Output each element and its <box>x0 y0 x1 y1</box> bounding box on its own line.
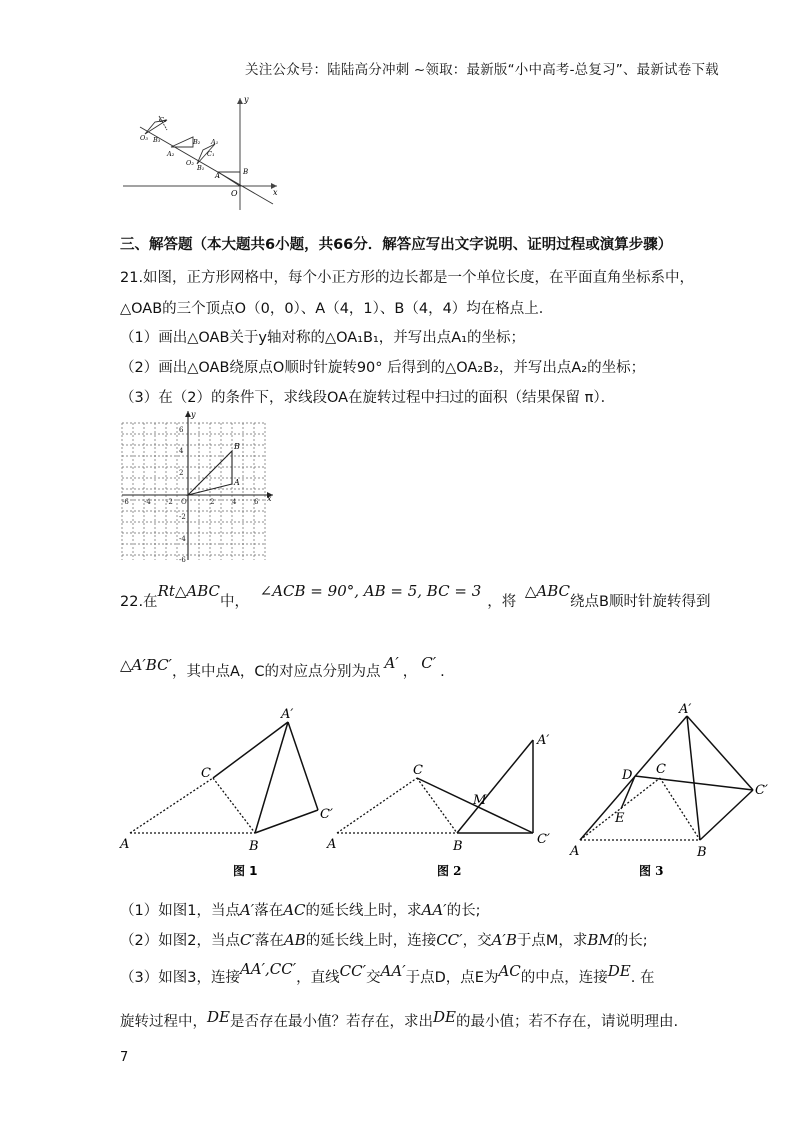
figure-1 <box>119 707 333 878</box>
o3-label: O₃ <box>140 134 148 142</box>
grid-x-tick-label: -4 <box>144 498 151 506</box>
origin-label: O <box>231 189 238 198</box>
q22-p3-text-c: ，直线 <box>296 970 340 986</box>
q22-prefix: 22.在 <box>120 594 158 610</box>
fig2-c-label: C <box>413 763 423 778</box>
b3-label: B₃ <box>153 136 161 144</box>
q22-p3-de: DE <box>607 962 631 980</box>
q22-p2-text-g: ，交 <box>462 933 492 949</box>
c3-label: C₃ <box>159 116 167 124</box>
q21-part1: （1）画出△OAB关于y轴对称的△OA₁B₁，并写出点A₁的坐标； <box>120 330 526 346</box>
a1-label: A₁ <box>211 138 219 146</box>
q22-p3-aaprime: AA′ <box>380 962 406 980</box>
q22-part3-cont <box>120 1010 678 1031</box>
o2-label: O₂ <box>186 159 194 167</box>
q22-p3-ac: AC <box>498 962 521 980</box>
q22-p3-text-a: （3）如图3，连接 <box>120 970 240 986</box>
q22-p2-text-e: 的延长线上时，连接 <box>305 933 437 949</box>
grid-point-a-label: A <box>234 478 240 487</box>
fig1-aprime-label: A′ <box>281 707 294 722</box>
q22-p3-ccprime: CC′ <box>339 962 367 980</box>
q22-p1-text-a: （1）如图1，当点 <box>120 903 240 919</box>
q22-part2 <box>120 929 648 950</box>
q22-p2-text-c: 落在 <box>254 933 284 949</box>
point-b-label: B <box>243 168 249 176</box>
grid-x-tick-label: O <box>181 498 187 506</box>
q22-p1-text-c: 落在 <box>254 903 284 919</box>
fig3-a-label: A <box>570 844 580 859</box>
q22-line2-tri: △A′BC′ <box>120 656 172 674</box>
q22-line2-text: ，其中点A，C的对应点分别为点 <box>171 664 381 680</box>
q22-suffix: 绕点B顺时针旋转得到 <box>570 594 711 610</box>
grid-y-tick-label: -6 <box>179 556 186 564</box>
q22-triangle: Rt△ABC <box>157 582 221 600</box>
point-a-label: A <box>215 172 221 180</box>
grid-x-tick-label: -2 <box>166 498 173 506</box>
grid-x-tick-label: 2 <box>210 498 215 506</box>
q22-p2-ab: AB <box>283 931 306 949</box>
fig2-b-label: B <box>453 839 463 854</box>
fig3-b-label: B <box>697 845 707 860</box>
fig1-caption: 图 1 <box>233 864 258 878</box>
q22-part3 <box>120 960 655 987</box>
fig2-a-label: A <box>327 837 337 852</box>
q22-p3-text-p: 的最小值；若不存在，请说明理由. <box>455 1014 679 1030</box>
q22-p3-de-2: DE <box>207 1008 230 1026</box>
q22-part1 <box>120 899 480 920</box>
x-axis-label: x <box>273 188 278 197</box>
y-axis-label: y <box>244 95 249 104</box>
q22-p3-text-l: 旋转过程中， <box>120 1014 207 1030</box>
grid-x-tick-label: -6 <box>122 498 129 506</box>
q22-p2-text-i: 于点M，求 <box>516 933 588 949</box>
coordinate-grid-figure <box>115 405 280 565</box>
q22-c-prime: C′ <box>421 654 437 672</box>
q22-tri2: △ABC <box>524 582 571 600</box>
fig1-b-label: B <box>249 839 259 854</box>
q22-p3-text-n: 是否存在最小值？若存在，求出 <box>229 1014 433 1030</box>
figure-2 <box>326 733 550 878</box>
q22-p3-text-k: . 在 <box>630 970 655 986</box>
q22-p3-text-g: 于点D，点E为 <box>405 970 499 986</box>
grid-y-axis-label: y <box>191 410 196 419</box>
q22-p2-aprimeb: A′B <box>491 931 517 949</box>
fig1-cprime-label: C′ <box>320 807 333 822</box>
q22-p2-text-k: 的长; <box>613 933 648 949</box>
q22-figures <box>115 700 785 885</box>
q22-p3-de-3: DE <box>432 1008 456 1026</box>
q22-p2-text-a: （2）如图2，当点 <box>120 933 240 949</box>
q22-p1-text-g: 的长; <box>446 903 481 919</box>
grid-y-tick-label: 6 <box>179 426 184 434</box>
grid-x-tick-label: 4 <box>232 498 237 506</box>
fig1-a-label: A <box>120 837 130 852</box>
q22-mid: 中， <box>220 594 250 610</box>
q22-p2-cprime: C′ <box>239 931 255 949</box>
fig1-c-label: C <box>201 766 211 781</box>
fig2-cprime-label: C′ <box>537 832 550 847</box>
grid-y-tick-label: 2 <box>179 469 184 477</box>
q22-condition: ∠ACB = 90°, AB = 5, BC = 3 <box>259 582 482 600</box>
q22-p1-aaprime: AA′ <box>421 901 447 919</box>
q22-end: . <box>440 664 445 680</box>
fig2-m-label: M <box>473 793 487 808</box>
fig2-aprime-label: A′ <box>537 733 550 748</box>
fig3-cprime-label: C′ <box>755 783 768 798</box>
q22-p3-aaprime-ccprime: AA′,CC′ <box>239 960 297 978</box>
grid-y-tick-label: -2 <box>179 513 186 521</box>
q22-p1-aprime: A′ <box>239 901 255 919</box>
fig3-aprime-label: A′ <box>679 702 692 717</box>
grid-x-axis-label: x <box>267 494 272 503</box>
grid-point-b-label: B <box>234 442 240 451</box>
grid-x-tick-label: 6 <box>254 498 259 506</box>
fig3-d-label: D <box>622 768 633 783</box>
q21-part3: （3）在（2）的条件下，求线段OA在旋转过程中扫过的面积（结果保留 π）． <box>120 390 616 406</box>
fig3-caption: 图 3 <box>639 864 664 878</box>
grid-y-tick-label: 4 <box>179 447 184 455</box>
a2-label: A₂ <box>167 150 175 158</box>
q22-p1-text-e: 的延长线上时，求 <box>305 903 422 919</box>
grid-y-tick-label: -4 <box>179 535 186 543</box>
q22-line2 <box>120 654 445 681</box>
figure-3 <box>569 702 768 878</box>
fig2-caption: 图 2 <box>437 864 462 878</box>
q21-line1: 21.如图，正方形网格中，每个小正方形的边长都是一个单位长度，在平面直角坐标系中， <box>120 270 695 286</box>
q22-a-prime: A′ <box>384 654 399 672</box>
q22-line1 <box>120 582 711 611</box>
page-number: 7 <box>120 1050 129 1065</box>
c1-label: C₁ <box>207 150 215 158</box>
q22-comma: ，将 <box>487 594 517 610</box>
q22-p2-bm: BM <box>587 931 614 949</box>
q22-sep: ， <box>402 664 418 680</box>
b2-label: B₂ <box>193 138 201 146</box>
page-header: 关注公众号：陆陆高分冲刺 ~领取：最新版“小中高考-总复习”、最新试卷下载 <box>245 62 719 78</box>
fig3-c-label: C <box>656 762 666 777</box>
b1-label: B₁ <box>197 164 205 172</box>
q22-p3-text-i: 的中点，连接 <box>520 970 608 986</box>
rotation-sequence-figure <box>115 92 285 217</box>
q22-p2-ccprime: CC′ <box>436 931 463 949</box>
q21-line2: △OAB的三个顶点O（0，0）、A（4，1）、B（4，4）均在格点上． <box>120 301 554 317</box>
section-title: 三、解答题（本大题共6小题，共66分．解答应写出文字说明、证明过程或演算步骤） <box>120 237 673 253</box>
q21-part2: （2）画出△OAB绕原点O顺时针旋转90° 后得到的△OA₂B₂，并写出点A₂的坐标； <box>120 360 646 376</box>
q22-p3-text-e: 交 <box>366 970 381 986</box>
fig3-e-label: E <box>615 811 625 826</box>
q22-p1-ac: AC <box>283 901 306 919</box>
